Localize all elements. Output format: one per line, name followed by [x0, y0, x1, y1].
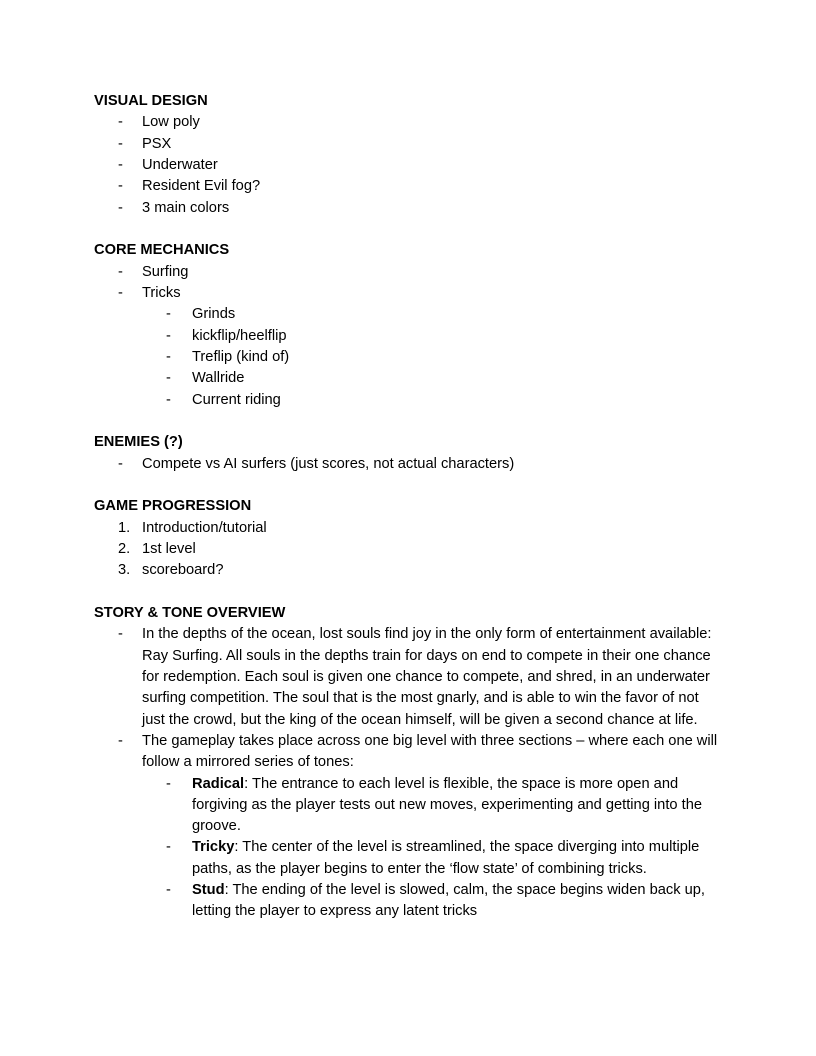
list-item-text: Resident Evil fog? [142, 178, 261, 195]
document-section [94, 496, 720, 581]
document-section [94, 603, 720, 923]
list-item-text: The gameplay takes place across one big level with three sections – where each one will follow a mirrored series of tones: [142, 732, 718, 771]
list-marker: - [118, 156, 123, 173]
list-item [94, 731, 720, 774]
list-item-text: Compete vs AI surfers (just scores, not actual characters) [142, 455, 515, 472]
list-item-text [192, 776, 702, 835]
list-marker: - [118, 455, 123, 472]
list-marker: - [166, 839, 171, 856]
list-item-text: Surfing [142, 263, 189, 280]
list-item [94, 774, 720, 838]
list-item-text: Tricks [142, 284, 181, 301]
list-marker: - [166, 882, 171, 899]
document-section [94, 432, 720, 475]
section-heading: ENEMIES (?) [94, 434, 183, 451]
list-item-text: In the depths of the ocean, lost souls find joy in the only form of entertainment available: Ray Surfing. All souls in the depths train for days on end to compete in their one chance for redemption. Each soul is given one chance to compete, and shred, in an underwater surfing competition. The soul that is the most gnarly, and is able to win the favor of not just the crowd, but the king of the ocean himself, will be given a second chance at life. [142, 626, 712, 728]
list-item-text: Treflip (kind of) [192, 348, 290, 365]
list-item-text: PSX [142, 135, 172, 152]
list-item-rest: : The ending of the level is slowed, calm, the space begins widen back up, letting the player to express any latent tricks [192, 882, 705, 920]
list-item-text: Current riding [192, 391, 281, 408]
list-item [94, 880, 720, 923]
list-item [94, 454, 720, 475]
list-marker: - [166, 391, 171, 408]
list-item-text: scoreboard? [142, 562, 224, 579]
list-item [94, 518, 720, 539]
section-heading: CORE MECHANICS [94, 242, 230, 259]
list-item-text: Grinds [192, 306, 236, 323]
list-marker: - [166, 775, 171, 792]
list-marker: - [118, 284, 123, 301]
list-item [94, 283, 720, 304]
list-item [94, 262, 720, 283]
document-section [94, 91, 720, 219]
list-marker: 1. [118, 519, 131, 536]
list-item-text: kickflip/heelflip [192, 327, 287, 344]
list-item [94, 134, 720, 155]
list-marker: 2. [118, 540, 131, 557]
list-marker: - [118, 626, 123, 643]
list-item-bold-lead: Radical [192, 775, 245, 792]
list-item [94, 624, 720, 731]
list-item [94, 112, 720, 133]
list-item [94, 176, 720, 197]
list-marker: - [118, 135, 123, 152]
list-item-rest: : The entrance to each level is flexible, the space is more open and forgiving as the player tests out new moves, experimenting and getting into the groove. [192, 775, 703, 835]
list-item [94, 560, 720, 581]
list-item [94, 326, 720, 347]
list-marker: - [166, 306, 171, 323]
list-item-bold-lead: Tricky [192, 839, 235, 856]
list-item [94, 539, 720, 560]
list-item [94, 198, 720, 219]
list-item-text: Introduction/tutorial [142, 519, 267, 536]
list-marker: - [166, 327, 171, 344]
list-item [94, 155, 720, 176]
list-marker: - [118, 199, 123, 216]
list-item-text: Wallride [192, 370, 245, 387]
list-marker: - [118, 178, 123, 195]
list-item-rest: : The center of the level is streamlined, the space diverging into multiple paths, as the player begins to enter the ‘flow state’ of combining tricks. [192, 839, 700, 877]
section-heading: GAME PROGRESSION [94, 498, 252, 515]
list-item-text: 1st level [142, 540, 196, 557]
list-item-text [192, 839, 699, 876]
list-marker: 3. [118, 562, 131, 579]
list-item-text: 3 main colors [142, 199, 230, 216]
list-item [94, 368, 720, 389]
list-marker: - [118, 114, 123, 131]
list-marker: - [166, 370, 171, 387]
list-item [94, 390, 720, 411]
list-item [94, 304, 720, 325]
list-item [94, 837, 720, 880]
list-marker: - [118, 732, 123, 749]
list-item-text [192, 882, 705, 919]
list-item-text: Low poly [142, 114, 200, 131]
list-marker: - [118, 263, 123, 280]
section-heading: VISUAL DESIGN [94, 93, 208, 109]
list-item [94, 347, 720, 368]
list-item-bold-lead: Stud [192, 882, 225, 899]
list-item-text: Underwater [142, 156, 218, 173]
list-marker: - [166, 348, 171, 365]
section-heading: STORY & TONE OVERVIEW [94, 604, 286, 621]
document-section [94, 240, 720, 411]
